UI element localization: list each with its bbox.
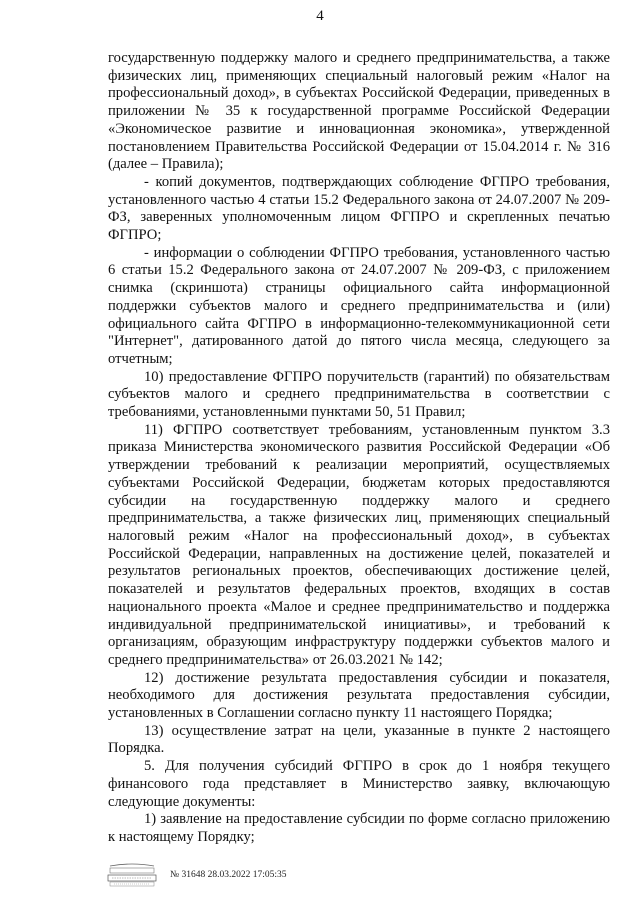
document-body xyxy=(108,50,610,847)
page-number: 4 xyxy=(316,8,324,24)
registration-stamp-icon xyxy=(104,862,160,888)
paragraph-copies-of-documents: - копий документов, подтверждающих соблюдение ФГПРО требования, установленного частью 4 статьи 15.2 Федерального закона от 24.07.2007 № 209-ФЗ, заверенных уполномоченным лицом ФГПРО и скрепленных печатью ФГПРО; xyxy=(108,173,610,244)
paragraph-item-11: 11) ФГПРО соответствует требованиям, установленным пунктом 3.3 приказа Министерства экономического развития Российской Федерации «Об утверждении требований к реализации мероприятий, осуществляемых субъектами Российской Федерации, бюджетам которых предоставляются субсидии на государственную поддержку малого и среднего предпринимательства, а также физических лиц, применяющих специальный налоговый режим «Налог на профессиональный доход», в субъектах Российской Федерации, направленных на достижение целей, показателей и результатов региональных проектов, обеспечивающих достижение целей, показателей и результатов федеральных проектов, входящих в состав национального проекта «Малое и среднее предпринимательство и поддержка индивидуальной предпринимательской инициативы», и требований к организациям, образующим инфраструктуру поддержки субъектов малого и среднего предпринимательства» от 26.03.2021 № 142; xyxy=(108,421,610,668)
page-footer xyxy=(104,862,524,890)
paragraph-item-12: 12) достижение результата предоставления субсидии и показателя, необходимого для достижения результата предоставления субсидии, установленных в Соглашении согласно пункту 11 настоящего Порядка; xyxy=(108,669,610,722)
paragraph-item-10: 10) предоставление ФГПРО поручительств (гарантий) по обязательствам субъектов малого и среднего предпринимательства в соответствии с требованиями, установленными пунктами 50, 51 Правил; xyxy=(108,368,610,421)
paragraph-item-13: 13) осуществление затрат на цели, указанные в пункте 2 настоящего Порядка. xyxy=(108,722,610,757)
paragraph-continuation: государственную поддержку малого и среднего предпринимательства, а также физических лиц, применяющих специальный налоговый режим «Налог на профессиональный доход», в субъектах Российской Федерации, приведенных в приложении № 35 к государственной программе Российской Федерации «Экономическое развитие и инновационная экономика», утвержденной постановлением Правительства Российской Федерации от 15.04.2014 г. № 316 (далее – Правила); xyxy=(108,50,610,173)
paragraph-information-compliance: - информации о соблюдении ФГПРО требования, установленного частью 6 статьи 15.2 Федерального закона от 24.07.2007 № 209-ФЗ, с приложением снимка (скриншота) страницы официального сайта информационной поддержки субъектов малого и среднего предпринимательства и (или) официального сайта ФГПРО в информационно-телекоммуникационной сети "Интернет", датированного датой до пятого числа месяца, следующего за отчетным; xyxy=(108,244,610,367)
paragraph-section-5-item-1: 1) заявление на предоставление субсидии по форме согласно приложению к настоящему Порядку; xyxy=(108,811,610,845)
paragraph-section-5: 5. Для получения субсидий ФГПРО в срок до 1 ноября текущего финансового года представляет в Министерство заявку, включающую следующие документы: xyxy=(108,758,610,810)
document-registration-number: № 31648 28.03.2022 17:05:35 xyxy=(170,870,287,880)
